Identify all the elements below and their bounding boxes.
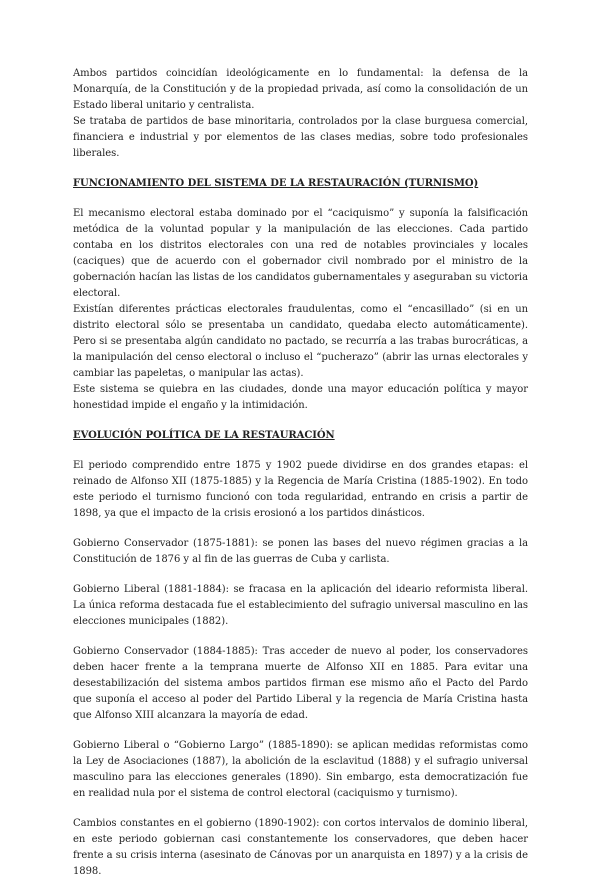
- section-heading-evolucion: EVOLUCIÓN POLÍTICA DE LA RESTAURACIÓN: [73, 430, 335, 441]
- section2-paragraph-2: Gobierno Conservador (1875-1881): se ponen las bases del nuevo régimen gracias a la Constitución de 1876 y al fin de las guerras de Cuba y carlista.: [73, 538, 528, 565]
- section1-paragraph-1: El mecanismo electoral estaba dominado por el “caciquismo” y suponía la falsificación metódica de la voluntad popular y la manipulación de las elecciones. Cada partido contaba en los distritos electorales con una red de notables provinciales y locales (caciques) que de acuerdo con el gobernador civil nombrado por el ministro de la gobernación hacían las listas de los candidatos gubernamentales y aseguraban su victoria electoral.: [73, 208, 528, 299]
- intro-paragraph-2: Se trataba de partidos de base minoritaria, controlados por la clase burguesa comercial, financiera e industrial y por elementos de las clases medias, sobre todo profesionales liberales.: [73, 116, 528, 159]
- intro-paragraph-1: Ambos partidos coincidían ideológicamente en lo fundamental: la defensa de la Monarquía, de la Constitución y de la propiedad privada, así como la consolidación de un Estado liberal unitario y centralista.: [73, 68, 528, 111]
- section2-paragraph-5: Gobierno Liberal o “Gobierno Largo” (1885-1890): se aplican medidas reformistas como la Ley de Asociaciones (1887), la abolición de la esclavitud (1888) y el sufragio universal masculino para las elecciones generales (1890). Sin embargo, esta democratización fue en realidad nula por el sistema de control electoral (caciquismo y turnismo).: [73, 740, 528, 799]
- intro-block: [73, 66, 528, 162]
- section1-block: [73, 206, 528, 414]
- section-heading-funcionamiento: FUNCIONAMIENTO DEL SISTEMA DE LA RESTAURACIÓN (TURNISMO): [73, 178, 479, 189]
- document-page: [73, 66, 528, 894]
- section1-paragraph-2: Existían diferentes prácticas electorales fraudulentas, como el “encasillado” (si en un distrito electoral sólo se presentaba un candidato, quedaba electo automáticamente). Pero si se presentaba algún candidato no pactado, se recurría a las trabas burocráticas, a la manipulación del censo electoral o incluso el “pucherazo” (abrir las urnas electorales y cambiar las papeletas, o manipular las actas).: [73, 304, 528, 379]
- section2-paragraph-6: Cambios constantes en el gobierno (1890-1902): con cortos intervalos de dominio liberal, en este periodo gobiernan casi constantemente los conservadores, que deben hacer frente a su crisis interna (asesinato de Cánovas por un anarquista en 1897) y a la crisis de 1898.: [73, 818, 528, 877]
- section1-paragraph-3: Este sistema se quiebra en las ciudades, donde una mayor educación política y mayor honestidad impide el engaño y la intimidación.: [73, 384, 528, 411]
- section2-paragraph-1: El periodo comprendido entre 1875 y 1902 puede dividirse en dos grandes etapas: el reinado de Alfonso XII (1875-1885) y la Regencia de María Cristina (1885-1902). En todo este periodo el turnismo funcionó con toda regularidad, entrando en crisis a partir de 1898, ya que el impacto de la crisis erosionó a los partidos dinásticos.: [73, 460, 528, 519]
- section2-paragraph-3: Gobierno Liberal (1881-1884): se fracasa en la aplicación del ideario reformista liberal. La única reforma destacada fue el establecimiento del sufragio universal masculino en las elecciones municipales (1882).: [73, 584, 528, 627]
- section2-paragraph-4: Gobierno Conservador (1884-1885): Tras acceder de nuevo al poder, los conservadores deben hacer frente a la temprana muerte de Alfonso XII en 1885. Para evitar una desestabilización del sistema ambos partidos firman ese mismo año el Pacto del Pardo que suponía el acceso al poder del Partido Liberal y la regencia de María Cristina hasta que Alfonso XIII alcanzara la mayoría de edad.: [73, 646, 528, 721]
